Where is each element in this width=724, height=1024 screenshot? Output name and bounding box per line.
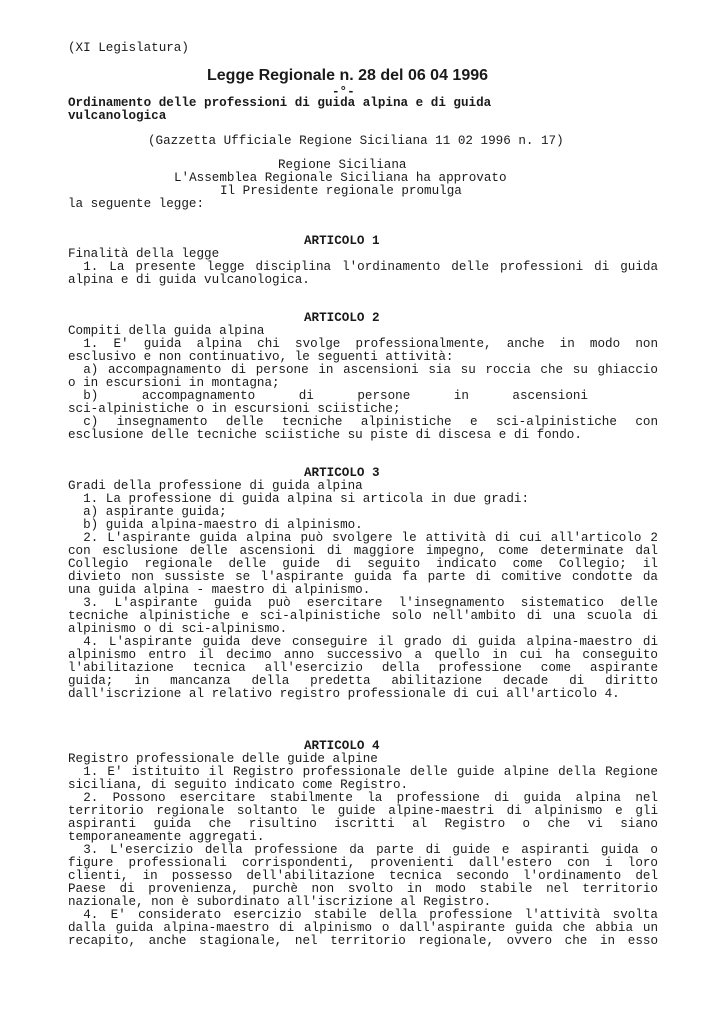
article-4-line: dalla guida alpina-maestro di alpinismo o dall'aspirante guida che abbia un: [68, 921, 658, 935]
law-subject-line-1: Ordinamento delle professioni di guida alpina e di guida: [68, 96, 492, 110]
article-3-line: dall'iscrizione al relativo registro professionale di cui all'articolo 4.: [68, 687, 620, 701]
article-4-line: recapito, anche stagionale, nel territorio regionale, ovvero che in esso: [68, 934, 658, 948]
enacting-line-4: la seguente legge:: [68, 197, 205, 211]
article-3-line: 4. L'aspirante guida deve conseguire il grado di guida alpina-maestro di: [83, 635, 658, 649]
law-subject-line-2: vulcanologica: [68, 109, 167, 123]
article-4-line: 2. Possono esercitare stabilmente la professione di guida alpina nel: [83, 791, 658, 805]
article-2-line: esclusione delle tecniche sciistiche su piste di discesa e di fondo.: [68, 428, 582, 442]
law-title: Legge Regionale n. 28 del 06 04 1996: [207, 67, 489, 84]
article-4-line: siciliana, di seguito indicato come Registro.: [68, 778, 409, 792]
article-2-line: b) accompagnamento di persone in ascensioni: [83, 389, 588, 403]
article-4-line: clienti, in possesso dell'abilitazione tecnica secondo l'ordinamento del: [68, 869, 658, 883]
article-2-line: 1. E' guida alpina chi svolge professionalmente, anche in modo non: [83, 337, 658, 351]
article-4-line: nazionale, non è subordinato all'iscrizione al Registro.: [68, 895, 492, 909]
article-3-line: divieto non sussiste se l'aspirante guida fa parte di comitive condotte da: [68, 570, 658, 584]
article-3-line: 2. L'aspirante guida alpina può svolgere le attività di cui all'articolo 2: [83, 531, 658, 545]
article-1-heading: ARTICOLO 1: [304, 234, 380, 248]
article-2-line: o in escursioni in montagna;: [68, 376, 280, 390]
article-4-line: aspiranti guida che risultino iscritti al Registro o che vi siano: [68, 817, 658, 831]
article-2-heading: ARTICOLO 2: [304, 311, 380, 325]
article-4-line: figure professionali corrispondenti, provenienti dall'estero con i loro: [68, 856, 658, 870]
article-3-line: una guida alpina - maestro di alpinismo.: [68, 583, 371, 597]
article-1-title: Finalità della legge: [68, 247, 220, 261]
article-4-line: 1. E' istituito il Registro professionale delle guide alpine della Regione: [83, 765, 658, 779]
article-3-line: 1. La professione di guida alpina si articola in due gradi:: [68, 492, 530, 506]
article-4-line: Paese di provenienza, purchè non svolto in modo stabile nel territorio: [68, 882, 658, 896]
article-4-line: temporaneamente aggregati.: [68, 830, 265, 844]
article-3-line: guida; in mancanza della predetta abilitazione decade di diritto: [68, 674, 658, 688]
article-2-line: esclusivo e non continuativo, le seguenti attività:: [68, 350, 454, 364]
title-separator: -°-: [332, 85, 355, 99]
article-3-line: a) aspirante guida;: [68, 505, 227, 519]
article-3-line: Collegio regionale delle guide di seguito indicato come Collegio; il: [68, 557, 658, 571]
article-3-line: 3. L'aspirante guida può esercitare l'insegnamento sistematico delle: [83, 596, 658, 610]
article-4-title: Registro professionale delle guide alpine: [68, 752, 378, 766]
article-1-line: 1. La presente legge disciplina l'ordinamento delle professioni di guida: [83, 260, 658, 274]
article-4-line: 3. L'esercizio della professione da parte di guide e aspiranti guida o: [83, 843, 658, 857]
enacting-line-1: Regione Siciliana: [278, 158, 407, 172]
legislature-label: (XI Legislatura): [68, 41, 189, 55]
article-3-line: tecniche alpinistiche e sci-alpinistiche solo nell'ambito di una scuola di: [68, 609, 658, 623]
article-3-line: alpinismo o di sci-alpinismo.: [68, 622, 288, 636]
article-4-line: 4. E' considerato esercizio stabile della professione l'attività svolta: [83, 908, 658, 922]
article-1-line: alpina e di guida vulcanologica.: [68, 273, 310, 287]
article-4-line: territorio regionale soltanto le guide alpine-maestri di alpinismo e gli: [68, 804, 658, 818]
article-2-line: sci-alpinistiche o in escursioni sciistiche;: [68, 402, 401, 416]
article-3-line: con esclusione delle ascensioni di maggiore impegno, come determinate dal: [68, 544, 658, 558]
article-4-heading: ARTICOLO 4: [304, 739, 380, 753]
article-3-title: Gradi della professione di guida alpina: [68, 479, 363, 493]
article-3-line: b) guida alpina-maestro di alpinismo.: [68, 518, 363, 532]
article-2-line: a) accompagnamento di persone in ascensioni sia su roccia che su ghiaccio: [83, 363, 658, 377]
article-2-line: c) insegnamento delle tecniche alpinistiche e sci-alpinistiche con: [83, 415, 658, 429]
article-3-line: alpinismo entro il decimo anno successivo a quello in cui ha conseguito: [68, 648, 658, 662]
article-2-title: Compiti della guida alpina: [68, 324, 265, 338]
gazette-reference: (Gazzetta Ufficiale Regione Siciliana 11 02 1996 n. 17): [148, 134, 564, 148]
enacting-line-2: L'Assemblea Regionale Siciliana ha approvato: [174, 171, 507, 185]
enacting-line-3: Il Presidente regionale promulga: [220, 184, 462, 198]
article-3-line: l'abilitazione tecnica all'esercizio della professione come aspirante: [68, 661, 658, 675]
article-3-heading: ARTICOLO 3: [304, 466, 380, 480]
